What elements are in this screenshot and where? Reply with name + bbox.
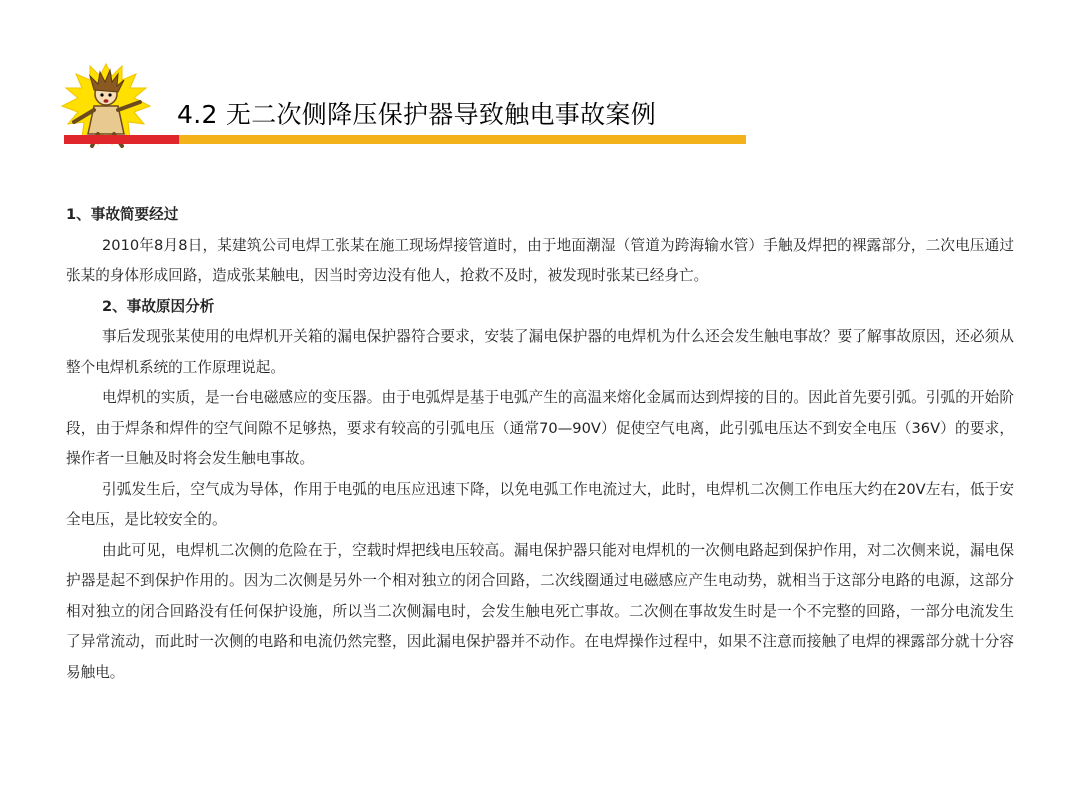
paragraph-welder-principle: 电焊机的实质，是一台电磁感应的变压器。由于电弧焊是基于电弧产生的高温来熔化金属而达到焊接的目的。因此首先要引弧。引弧的开始阶段，由于焊条和焊件的空气间隙不足够热，要求有较高的引弧电压（通常70—90V）促使空气电离，此引弧电压达不到安全电压（36V）的要求，操作者一旦触及时将会发生触电事故。 (66, 389, 1014, 467)
slide-header (0, 0, 1080, 160)
paragraph-conclusion: 由此可见，电焊机二次侧的危险在于，空载时焊把线电压较高。漏电保护器只能对电焊机的一次侧电路起到保护作用，对二次侧来说，漏电保护器是起不到保护作用的。因为二次侧是另外一个相对独立的闭合回路，二次线圈通过电磁感应产生电动势，就相当于这部分电路的电源，这部分相对独立的闭合回路没有任何保护设施，所以当二次侧漏电时，会发生触电死亡事故。二次侧在事故发生时是一个不完整的回路，一部分电流发生了异常流动，而此时一次侧的电路和电流仍然完整，因此漏电保护器并不动作。在电焊操作过程中，如果不注意而接触了电焊的裸露部分就十分容易触电。 (66, 541, 1014, 681)
paragraph-arc-voltage: 引弧发生后，空气成为导体，作用于电弧的电压应迅速下降，以免电弧工作电流过大，此时，电焊机二次侧工作电压大约在20V左右，低于安全电压，是比较安全的。 (66, 480, 1014, 528)
paragraph-summary: 2010年8月8日，某建筑公司电焊工张某在施工现场焊接管道时，由于地面潮湿（管道为跨海输水管）手触及焊把的裸露部分，二次电压通过张某的身体形成回路，造成张某触电，因当时旁边没有他人，抢救不及时，被发现时张某已经身亡。 (66, 236, 1014, 284)
section-heading-summary: 1、事故简要经过 (66, 206, 179, 223)
title-underline-yellow (179, 135, 746, 144)
paragraph-cause-intro: 事后发现张某使用的电焊机开关箱的漏电保护器符合要求，安装了漏电保护器的电焊机为什么还会发生触电事故？要了解事故原因，还必须从整个电焊机系统的工作原理说起。 (66, 328, 1014, 376)
page-title: 4.2 无二次侧降压保护器导致触电事故案例 (177, 100, 657, 129)
section-heading-cause: 2、事故原因分析 (102, 297, 215, 315)
title-underline-red (64, 135, 179, 144)
case-description (66, 200, 1014, 688)
